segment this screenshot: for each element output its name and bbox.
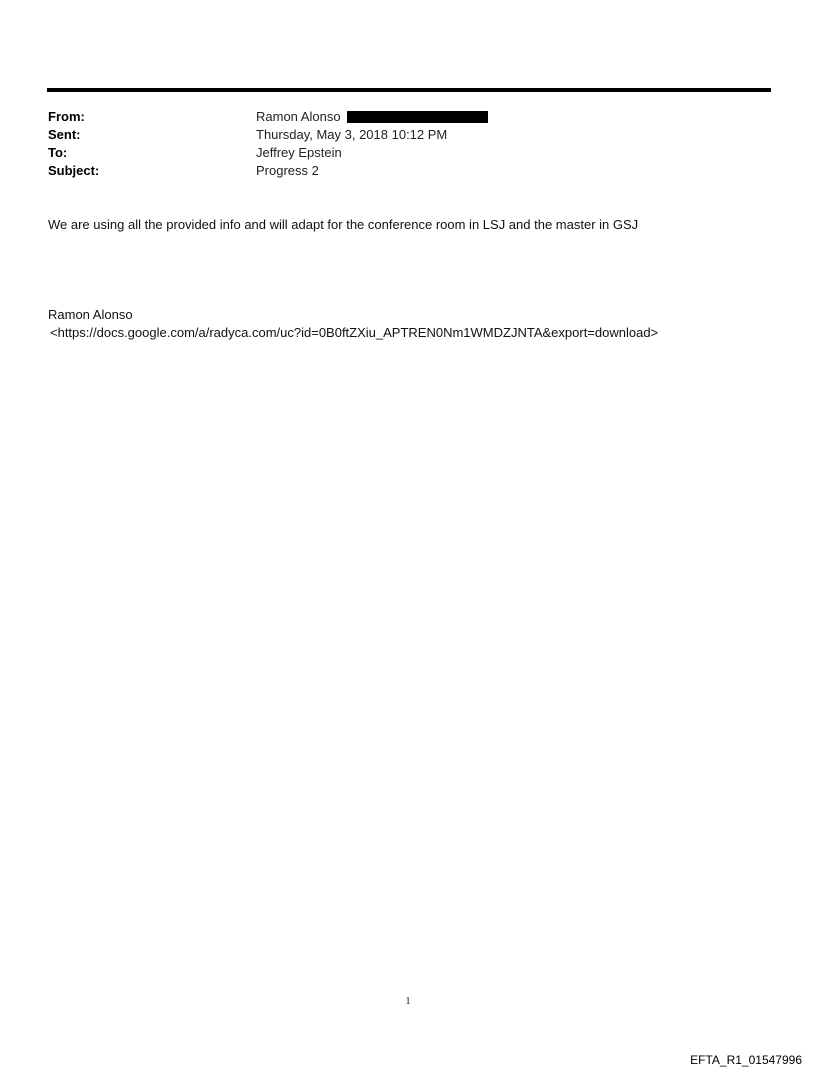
header-divider — [47, 88, 771, 92]
from-value — [256, 108, 488, 126]
redaction-box — [347, 111, 488, 123]
sender-name: Ramon Alonso — [256, 109, 341, 124]
to-value: Jeffrey Epstein — [256, 145, 342, 160]
email-signature — [48, 306, 768, 342]
from-label: From: — [48, 109, 85, 124]
page-number: 1 — [405, 996, 411, 1007]
bates-number: EFTA_R1_01547996 — [690, 1053, 802, 1067]
sent-label: Sent: — [48, 127, 81, 142]
from-row — [48, 108, 748, 126]
sent-value: Thursday, May 3, 2018 10:12 PM — [256, 127, 448, 142]
email-header — [48, 108, 748, 180]
to-row — [48, 144, 748, 162]
subject-value: Progress 2 — [256, 163, 319, 178]
subject-row — [48, 162, 748, 180]
to-label: To: — [48, 145, 68, 160]
sent-row — [48, 126, 748, 144]
signature-name: Ramon Alonso — [48, 307, 133, 322]
email-body: We are using all the provided info and will adapt for the conference room in LSJ and the master in GSJ — [48, 217, 639, 232]
subject-label: Subject: — [48, 163, 100, 178]
signature-link[interactable]: <https://docs.google.com/a/radyca.com/uc?id=0B0ftZXiu_APTREN0Nm1WMDZJNTA&export=download> — [50, 325, 659, 340]
